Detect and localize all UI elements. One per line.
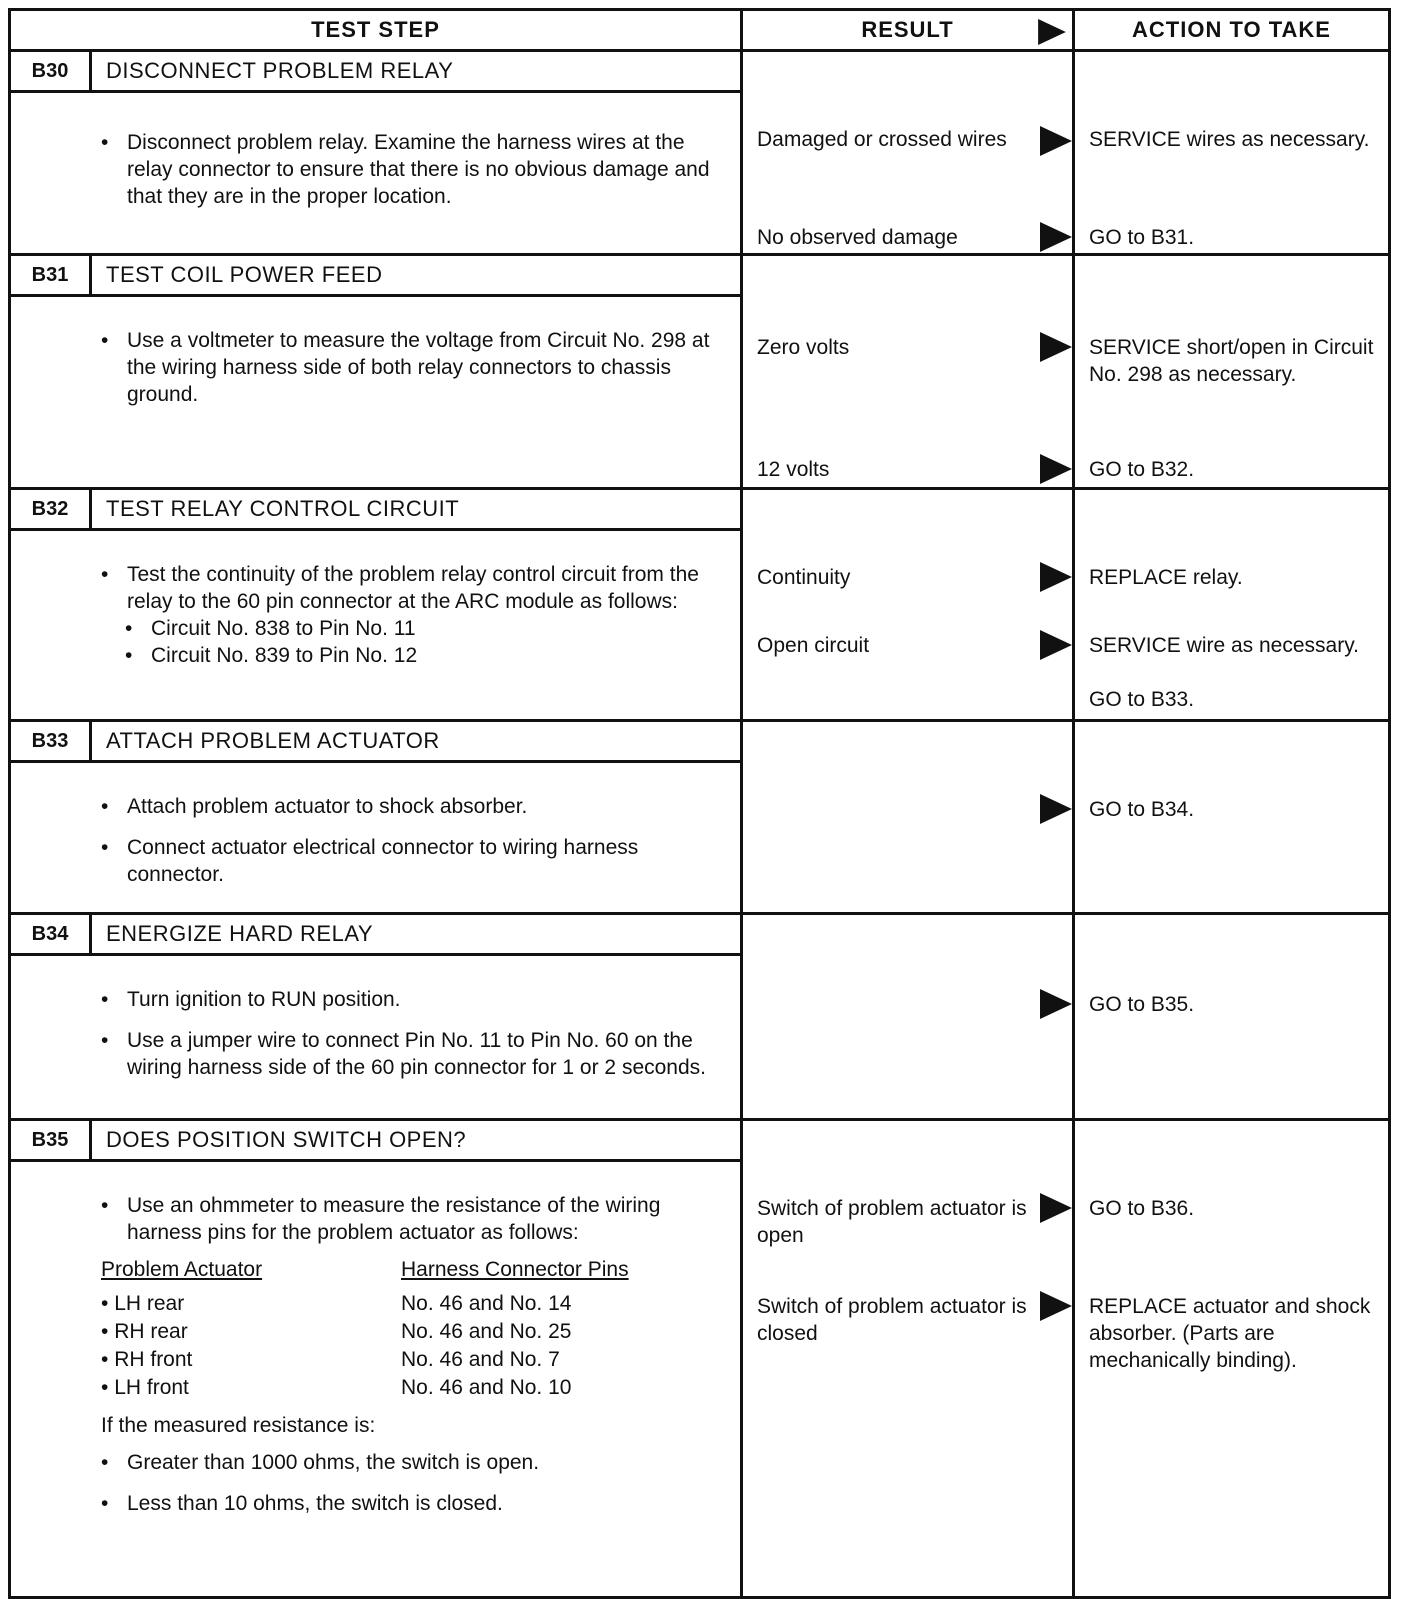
step-row-b31 (10, 255, 1390, 489)
result-text: Open circuit (757, 634, 870, 657)
arrow-right-icon (1040, 1193, 1072, 1223)
step-cell (10, 255, 742, 489)
step-row-b34 (10, 914, 1390, 1120)
sub-bullet: • Circuit No. 839 to Pin No. 12 (125, 644, 418, 667)
pin-table-header: Harness Connector Pins (401, 1258, 629, 1281)
result-cell (742, 255, 1074, 489)
step-id: B33 (11, 722, 92, 760)
step-id: B30 (11, 52, 92, 90)
step-id: B34 (11, 915, 92, 953)
header-result (742, 10, 1074, 51)
step-title: TEST RELAY CONTROL CIRCUIT (106, 496, 460, 521)
action-text: GO to B36. (1089, 1197, 1195, 1220)
header-row (10, 10, 1390, 51)
step-bullet: • Use a jumper wire to connect Pin No. 11 to Pin No. 60 on the wiring harness side of the 60 pin connector for 1 or 2 seconds. (101, 1029, 706, 1079)
result-text: 12 volts (757, 458, 830, 481)
arrow-right-icon (1040, 454, 1072, 484)
diagnostic-table (8, 8, 1388, 1599)
action-text: SERVICE short/open in Circuit No. 298 as necessary. (1089, 336, 1374, 386)
step-cell (10, 51, 742, 255)
step-cell (10, 489, 742, 721)
arrow-right-icon (1040, 630, 1072, 660)
step-bullet: • Use a voltmeter to measure the voltage from Circuit No. 298 at the wiring harness side of both relay connectors to chassis ground. (101, 329, 710, 406)
step-bullet: • Use an ohmmeter to measure the resistance of the wiring harness pins for the problem actuator as follows: (101, 1194, 661, 1244)
step-row-b32 (10, 489, 1390, 721)
result-text: Switch of problem actuator is open (757, 1197, 1027, 1247)
action-text: SERVICE wires as necessary. (1089, 128, 1370, 151)
arrow-right-icon (1040, 989, 1072, 1019)
action-cell (1074, 1120, 1390, 1598)
arrow-right-icon (1040, 126, 1072, 156)
arrow-right-icon (1040, 332, 1072, 362)
action-text: GO to B31. (1089, 226, 1195, 249)
pin-table-row: • RH front No. 46 and No. 7 (101, 1348, 560, 1371)
action-cell (1074, 489, 1390, 721)
action-cell (1074, 51, 1390, 255)
pin-table-row: • LH front No. 46 and No. 10 (101, 1376, 572, 1399)
pin-table (101, 1256, 720, 1402)
step-bullet: • Turn ignition to RUN position. (101, 988, 401, 1011)
step-id: B35 (11, 1121, 92, 1159)
step-bullet: • Disconnect problem relay. Examine the harness wires at the relay connector to ensure that there is no obvious damage and that they are in the proper location. (101, 131, 710, 208)
arrow-right-icon (1040, 562, 1072, 592)
action-text: SERVICE wire as necessary. (1089, 634, 1359, 657)
action-text: REPLACE relay. (1089, 566, 1243, 589)
sub-bullet: • Circuit No. 838 to Pin No. 11 (125, 617, 416, 640)
step-id: B31 (11, 256, 92, 294)
step-row-b33 (10, 721, 1390, 914)
result-text: No observed damage (757, 226, 958, 249)
resistance-bullet: • Greater than 1000 ohms, the switch is open. (101, 1451, 540, 1474)
result-text: Continuity (757, 566, 851, 589)
step-row-b30 (10, 51, 1390, 255)
step-cell (10, 1120, 742, 1598)
step-bullet: • Connect actuator electrical connector to wiring harness connector. (101, 836, 639, 886)
arrow-right-icon (1040, 794, 1072, 824)
step-cell (10, 721, 742, 914)
header-action: ACTION TO TAKE (1074, 10, 1390, 51)
resistance-bullet: • Less than 10 ohms, the switch is closed. (101, 1492, 503, 1515)
step-bullet: • Test the continuity of the problem relay control circuit from the relay to the 60 pin connector at the ARC module as follows: (101, 563, 699, 613)
pin-table-header: Problem Actuator (101, 1258, 263, 1281)
action-text: GO to B32. (1089, 458, 1195, 481)
action-cell (1074, 914, 1390, 1120)
result-text: Zero volts (757, 336, 850, 359)
action-text: GO to B34. (1089, 798, 1195, 821)
step-title: ATTACH PROBLEM ACTUATOR (106, 728, 440, 753)
action-text: REPLACE actuator and shock absorber. (Parts are mechanically binding). (1089, 1295, 1371, 1372)
step-title: ENERGIZE HARD RELAY (106, 921, 374, 946)
step-title: TEST COIL POWER FEED (106, 262, 383, 287)
arrow-right-icon (1036, 19, 1068, 45)
step-title: DISCONNECT PROBLEM RELAY (106, 58, 454, 83)
result-text: Switch of problem actuator is closed (757, 1295, 1027, 1345)
step-cell (10, 914, 742, 1120)
action-text: GO to B33. (1089, 688, 1195, 711)
step-bullet: • Attach problem actuator to shock absorber. (101, 795, 528, 818)
action-cell (1074, 255, 1390, 489)
step-row-b35 (10, 1120, 1390, 1598)
step-title: DOES POSITION SWITCH OPEN? (106, 1127, 467, 1152)
arrow-right-icon (1040, 222, 1072, 252)
result-cell (742, 914, 1074, 1120)
result-text: Damaged or crossed wires (757, 128, 1007, 151)
header-test-step: TEST STEP (10, 10, 742, 51)
result-cell (742, 721, 1074, 914)
result-cell (742, 51, 1074, 255)
action-cell (1074, 721, 1390, 914)
pin-table-row: • LH rear No. 46 and No. 14 (101, 1292, 572, 1315)
result-cell (742, 489, 1074, 721)
header-result-label: RESULT (861, 17, 954, 42)
pin-table-row: • RH rear No. 46 and No. 25 (101, 1320, 572, 1343)
step-id: B32 (11, 490, 92, 528)
resistance-intro: If the measured resistance is: (101, 1414, 376, 1437)
arrow-right-icon (1040, 1291, 1072, 1321)
result-cell (742, 1120, 1074, 1598)
action-text: GO to B35. (1089, 993, 1195, 1016)
